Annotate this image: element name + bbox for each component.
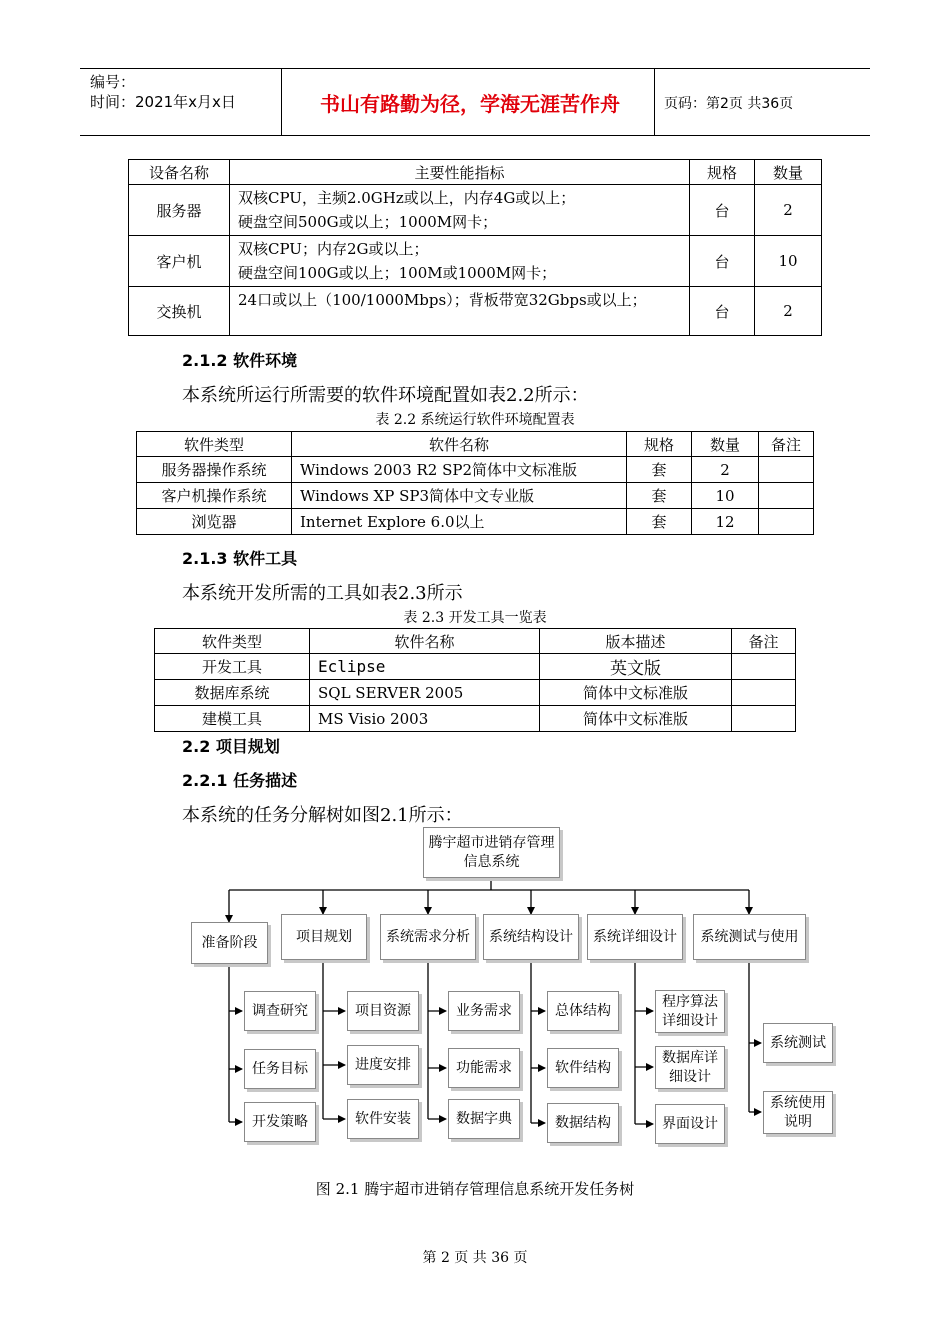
- table-cell: MS Visio 2003: [310, 706, 540, 732]
- tree-leaf-node: 系统测试: [763, 1023, 833, 1063]
- table-cell: 服务器操作系统: [137, 457, 292, 483]
- table-cell: 服务器: [129, 185, 230, 236]
- tree-leaf-node: 软件结构: [547, 1048, 619, 1088]
- table-cell: 数据库系统: [155, 680, 310, 706]
- table-cell: 客户机: [129, 236, 230, 287]
- table-cell: 英文版: [540, 654, 732, 680]
- spec-line: 24口或以上（100/1000Mbps）；背板带宽32Gbps或以上；: [238, 291, 647, 309]
- spec-line: 双核CPU，主频2.0GHz或以上，内存4G或以上；: [238, 189, 576, 207]
- tree-leaf-node: 调查研究: [244, 991, 316, 1031]
- tree-leaf-node: 界面设计: [655, 1104, 725, 1144]
- table-cell: 2: [692, 457, 759, 483]
- table-cell: 台: [690, 185, 755, 236]
- table-cell: 套: [627, 483, 692, 509]
- tree-leaf-node: 软件安装: [347, 1099, 419, 1139]
- table-cell: 交换机: [129, 287, 230, 336]
- table-cell: 简体中文标准版: [540, 680, 732, 706]
- table-header-cell: 备注: [732, 629, 796, 654]
- section-heading: 2.2.1 任务描述: [182, 771, 298, 790]
- header-page-info: 页码：第2页 共36页: [664, 96, 794, 112]
- table-cell: 12: [692, 509, 759, 535]
- table-header-cell: 数量: [755, 160, 822, 185]
- table-cell: Eclipse: [310, 654, 540, 680]
- table-cell: 客户机操作系统: [137, 483, 292, 509]
- header-motto: 书山有路勤为径，学海无涯苦作舟: [320, 92, 620, 116]
- tree-branch-node: 系统结构设计: [483, 914, 579, 960]
- spec-line: 硬盘空间100G或以上；100M或1000M网卡；: [238, 264, 557, 282]
- table-cell: 2: [755, 287, 822, 336]
- node-line: 说明: [784, 1113, 812, 1130]
- section-heading: 2.1.2 软件环境: [182, 351, 298, 370]
- tree-root-node: [423, 827, 560, 878]
- table-cell: SQL SERVER 2005: [310, 680, 540, 706]
- tree-leaf-node: [655, 990, 725, 1033]
- table-header-cell: 软件名称: [310, 629, 540, 654]
- node-line: 数据库详: [662, 1049, 718, 1066]
- table-caption: 表 2.3 开发工具一览表: [403, 610, 547, 626]
- table-caption: 表 2.2 系统运行软件环境配置表: [375, 412, 575, 428]
- table-cell: 开发工具: [155, 654, 310, 680]
- document-date: 时间：2021年x月x日: [90, 93, 236, 111]
- tree-branch-node: 系统测试与使用: [693, 914, 806, 960]
- node-line: 详细设计: [662, 1012, 718, 1029]
- table-header-cell: 软件类型: [155, 629, 310, 654]
- table-header-cell: 设备名称: [129, 160, 230, 185]
- table-header-cell: 数量: [692, 432, 759, 457]
- section-heading: 2.1.3 软件工具: [182, 549, 298, 568]
- tree-leaf-node: 业务需求: [448, 991, 520, 1031]
- table-header-cell: 软件名称: [292, 432, 627, 457]
- paragraph: 本系统所运行所需要的软件环境配置如表2.2所示：: [182, 385, 589, 406]
- tree-leaf-node: [655, 1046, 725, 1089]
- node-line: 信息系统: [463, 853, 520, 870]
- tree-leaf-node: 项目资源: [347, 991, 419, 1031]
- document-number: 编号：: [90, 73, 136, 91]
- paragraph: 本系统的任务分解树如图2.1所示：: [182, 805, 463, 826]
- table-cell: 套: [627, 509, 692, 535]
- tree-leaf-node: 数据字典: [448, 1099, 520, 1139]
- table-cell: 10: [692, 483, 759, 509]
- tree-leaf-node: [763, 1091, 833, 1134]
- node-line: 系统使用: [770, 1094, 826, 1111]
- tree-branch-node: 系统需求分析: [380, 914, 476, 960]
- table-header-cell: 备注: [759, 432, 814, 457]
- page-footer: 第 2 页 共 36 页: [422, 1250, 528, 1266]
- tree-leaf-node: 任务目标: [244, 1049, 316, 1089]
- paragraph: 本系统开发所需的工具如表2.3所示: [182, 583, 463, 604]
- tree-leaf-node: 总体结构: [547, 991, 619, 1031]
- table-cell: Windows 2003 R2 SP2简体中文标准版: [292, 457, 627, 483]
- table-cell: 2: [755, 185, 822, 236]
- spec-line: 双核CPU；内存2G或以上；: [238, 240, 429, 258]
- tree-leaf-node: 开发策略: [244, 1102, 316, 1142]
- table-cell: Windows XP SP3简体中文专业版: [292, 483, 627, 509]
- node-line: 程序算法: [662, 993, 718, 1010]
- section-heading: 2.2 项目规划: [182, 737, 280, 756]
- table-header-cell: 软件类型: [137, 432, 292, 457]
- node-line: 腾宇超市进销存管理: [428, 834, 555, 851]
- node-line: 细设计: [669, 1068, 711, 1085]
- table-header-cell: 主要性能指标: [230, 160, 690, 185]
- table-cell: 简体中文标准版: [540, 706, 732, 732]
- table-header-cell: 版本描述: [540, 629, 732, 654]
- table-cell: 台: [690, 287, 755, 336]
- table-cell: 10: [755, 236, 822, 287]
- tree-branch-node: 准备阶段: [191, 922, 268, 964]
- table-cell: Internet Explore 6.0以上: [292, 509, 627, 535]
- tree-branch-node: 系统详细设计: [587, 914, 683, 960]
- figure-caption: 图 2.1 腾宇超市进销存管理信息系统开发任务树: [315, 1180, 635, 1198]
- tree-leaf-node: 功能需求: [448, 1048, 520, 1088]
- table-cell: 建模工具: [155, 706, 310, 732]
- table-header-cell: 规格: [627, 432, 692, 457]
- table-header-cell: 规格: [690, 160, 755, 185]
- tree-leaf-node: 数据结构: [547, 1103, 619, 1143]
- table-cell: 台: [690, 236, 755, 287]
- tree-branch-node: 项目规划: [281, 914, 367, 960]
- tree-leaf-node: 进度安排: [347, 1045, 419, 1085]
- table-cell: 浏览器: [137, 509, 292, 535]
- table-cell: 套: [627, 457, 692, 483]
- spec-line: 硬盘空间500G或以上；1000M网卡；: [238, 213, 498, 231]
